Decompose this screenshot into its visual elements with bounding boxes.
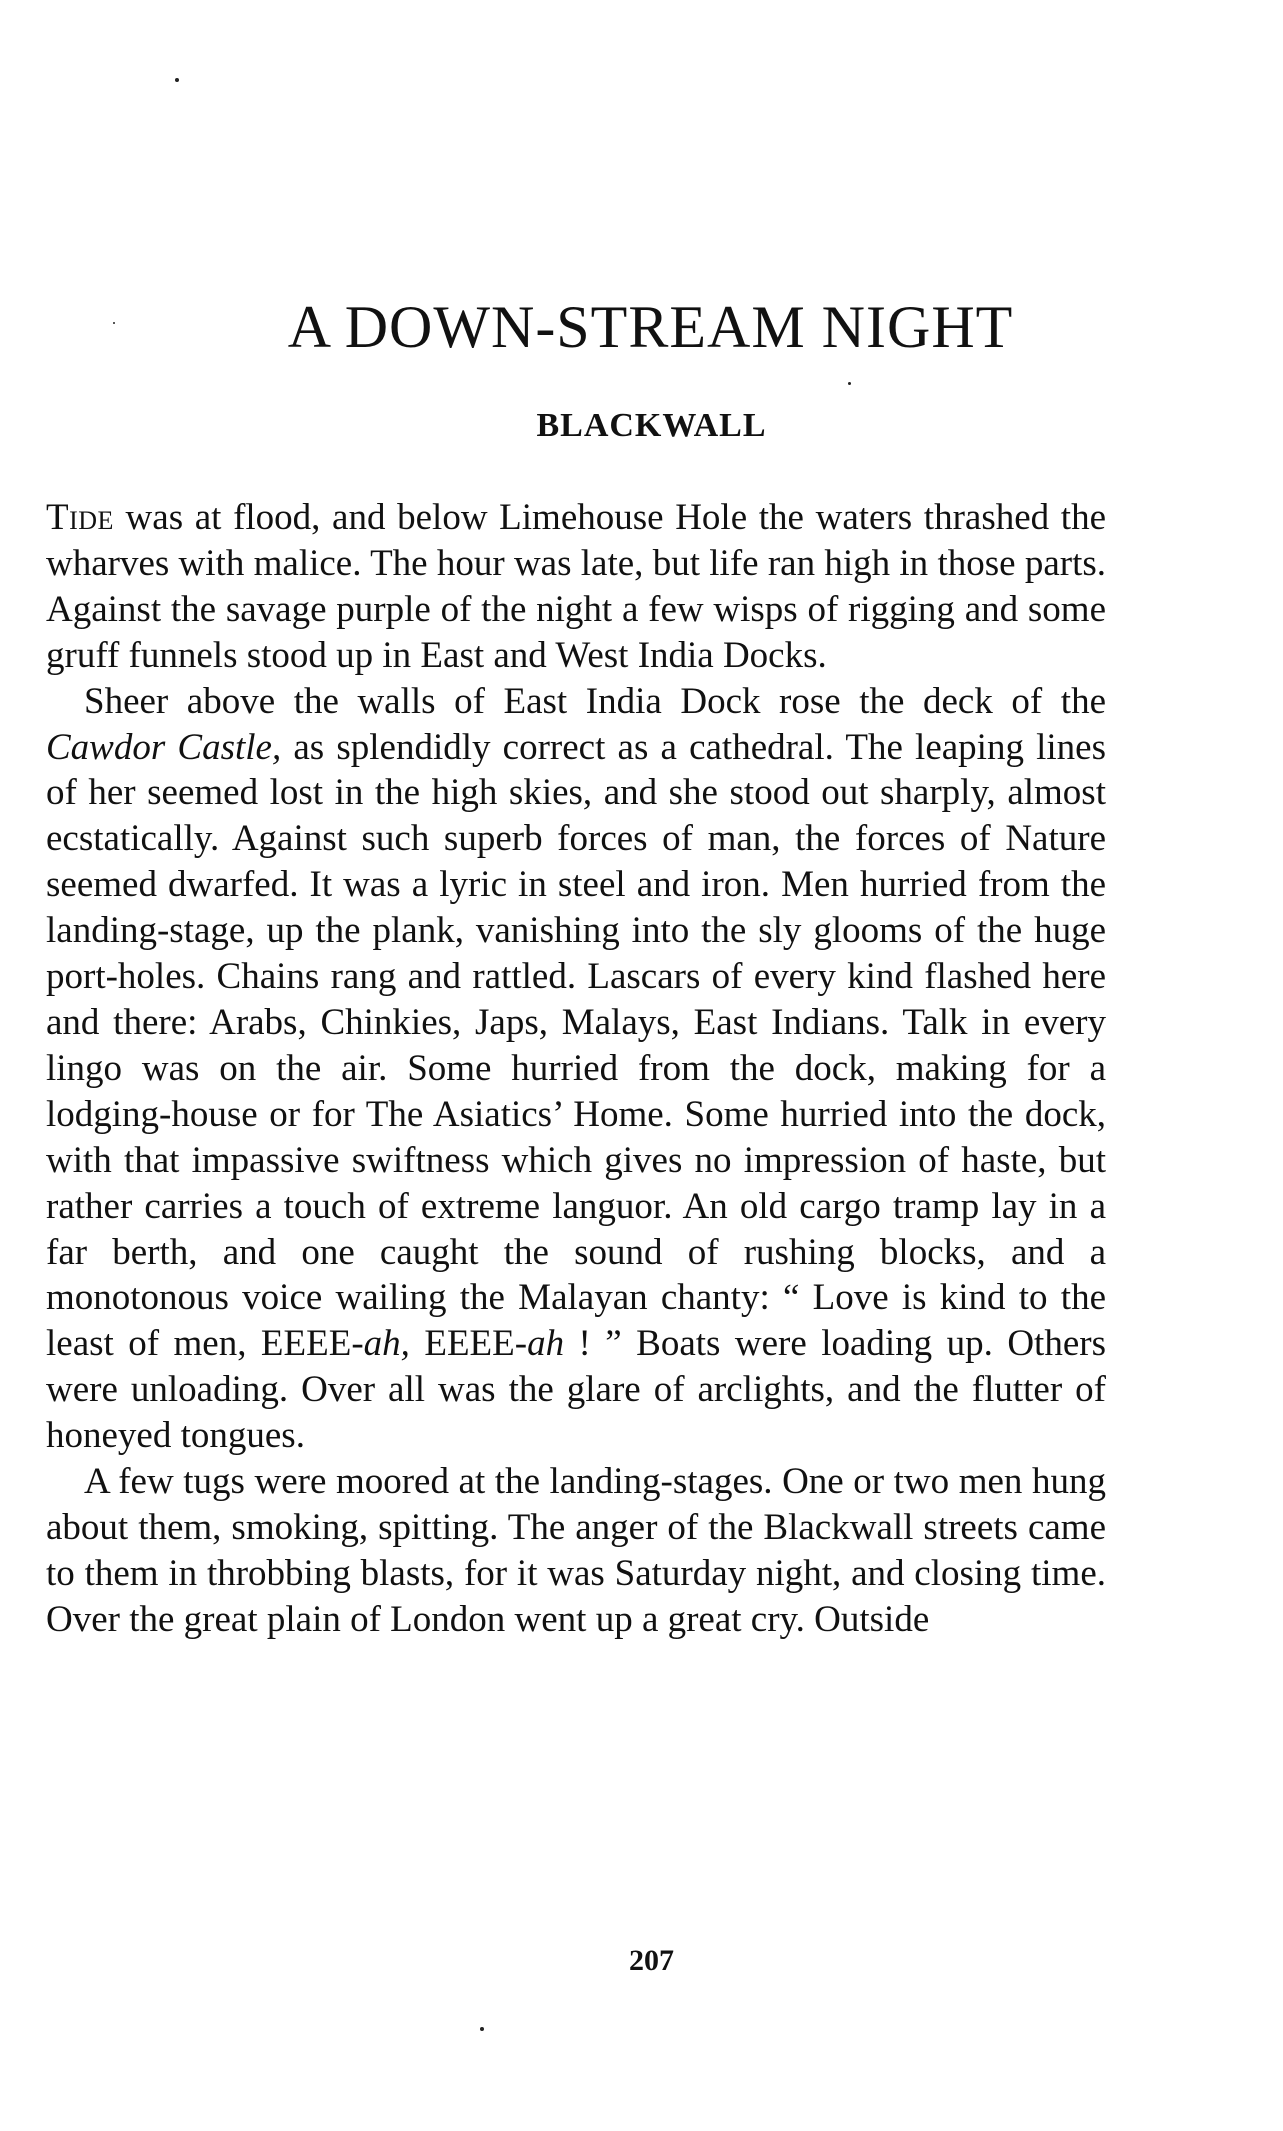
- paragraph-text: was at flood, and below Limehouse Hole the waters thrashed the wharves with malice. The hour was late, but life ran high in those parts. Against the savage purple of the night a few wisps of rigging and some gruff funnels stood up in East and West India Docks.: [46, 497, 1106, 676]
- paragraph-text: ! ” Boats were loading up. Others were unloading. Over all was the glare of arclights, and the flutter of honeyed tongues.: [46, 1323, 1106, 1457]
- italic-text: ah,: [363, 1323, 410, 1365]
- drop-word: Tide: [46, 497, 114, 538]
- italic-text: ah: [527, 1323, 565, 1365]
- body-text: [46, 495, 1106, 1643]
- paragraph-text: Sheer above the walls of East India Dock rose the deck of the: [84, 680, 1106, 722]
- paragraph-text: A few tugs were moored at the landing-stages. One or two men hung about them, smoking, spitting. The anger of the Blackwall streets came to them in throbbing blasts, for it was Saturday night, and closing time. Over the great plain of London went up a great cry. Outside: [46, 1461, 1106, 1640]
- paragraph-text: EEEE-: [409, 1323, 528, 1365]
- ship-name: Cawdor Castle,: [46, 726, 282, 768]
- paragraph: [46, 495, 1106, 679]
- print-speck: [848, 382, 851, 385]
- chapter-subtitle: BLACKWALL: [536, 407, 767, 444]
- chapter-title: A DOWN-STREAM NIGHT: [287, 294, 1014, 360]
- page-number: 207: [629, 1944, 674, 1977]
- paragraph: [46, 679, 1106, 1459]
- paragraph-text: as splendidly correct as a cathedral. The leaping lines of her seemed lost in the high skies, and she stood out sharply, almost ecstatically. Against such superb forces of man, the forces of Nature seemed dwarfed. It was a lyric in steel and iron. Men hurried from the landing-stage, up the plank, vanishing into the sly glooms of the huge port-holes. Chains rang and rattled. Lascars of every kind flashed here and there: Arabs, Chinkies, Japs, Malays, East Indians. Talk in every lingo was on the air. Some hurried from the dock, making for a lodging-house or for The Asiatics’ Home. Some hurried into the dock, with that impassive swiftness which gives no impression of haste, but rather carries a touch of extreme languor. An old cargo tramp lay in a far berth, and one caught the sound of rushing blocks, and a monotonous voice wailing the Malayan chanty: “ Love is kind to the least of men, EEEE-: [46, 726, 1106, 1365]
- paragraph: [46, 1459, 1106, 1643]
- print-speck: [175, 78, 179, 82]
- print-speck: [480, 2027, 484, 2031]
